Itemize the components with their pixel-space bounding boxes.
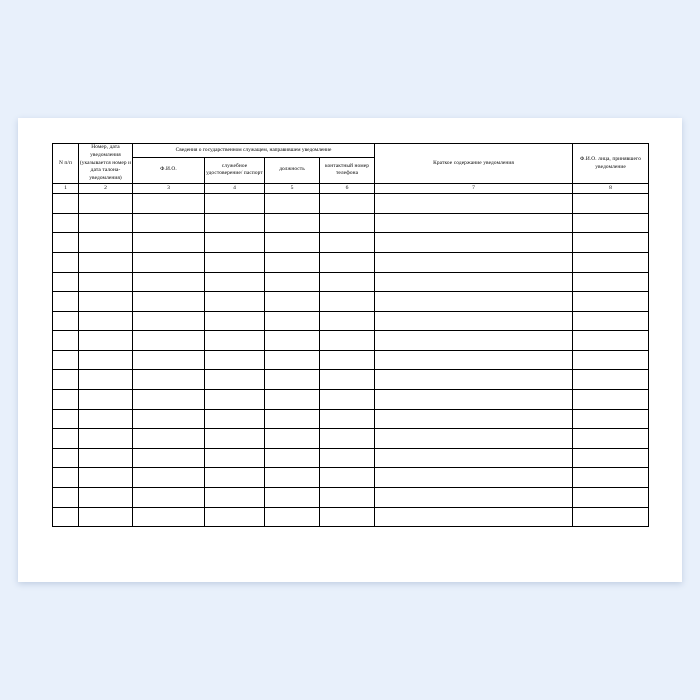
table-cell <box>573 507 649 527</box>
table-cell <box>53 468 79 488</box>
table-cell <box>573 213 649 233</box>
table-cell <box>265 429 320 449</box>
table-cell <box>133 370 205 390</box>
table-cell <box>265 233 320 253</box>
table-cell <box>375 488 573 508</box>
table-cell <box>79 331 133 351</box>
table-cell <box>79 213 133 233</box>
header-cell-id-document: служебное удостоверение/ паспорт <box>205 157 265 184</box>
table-row <box>53 507 649 527</box>
table-cell <box>133 409 205 429</box>
table-cell <box>133 213 205 233</box>
table-cell <box>320 233 375 253</box>
column-number-3: 3 <box>133 184 205 194</box>
table-header-row-1 <box>53 144 649 158</box>
table-cell <box>573 292 649 312</box>
table-cell <box>205 507 265 527</box>
table-row <box>53 331 649 351</box>
table-cell <box>79 370 133 390</box>
table-cell <box>79 194 133 214</box>
table-row <box>53 194 649 214</box>
table-row <box>53 272 649 292</box>
table-cell <box>79 409 133 429</box>
table-row <box>53 468 649 488</box>
table-cell <box>573 272 649 292</box>
table-cell <box>133 507 205 527</box>
table-cell <box>320 292 375 312</box>
table-cell <box>573 429 649 449</box>
table-cell <box>133 292 205 312</box>
table-cell <box>79 507 133 527</box>
table-row <box>53 350 649 370</box>
table-cell <box>79 448 133 468</box>
table-cell <box>320 350 375 370</box>
table-cell <box>79 468 133 488</box>
table-cell <box>53 331 79 351</box>
table-cell <box>265 507 320 527</box>
table-cell <box>133 194 205 214</box>
table-cell <box>205 292 265 312</box>
table-cell <box>265 390 320 410</box>
table-cell <box>573 331 649 351</box>
table-cell <box>320 213 375 233</box>
table-cell <box>573 233 649 253</box>
table-cell <box>133 233 205 253</box>
table-cell <box>133 311 205 331</box>
table-cell <box>320 488 375 508</box>
table-cell <box>79 350 133 370</box>
table-cell <box>205 448 265 468</box>
table-cell <box>79 488 133 508</box>
table-cell <box>79 233 133 253</box>
table-cell <box>205 252 265 272</box>
header-cell-phone: контактный номер телефона <box>320 157 375 184</box>
table-cell <box>265 252 320 272</box>
table-cell <box>205 468 265 488</box>
table-cell <box>375 292 573 312</box>
column-number-5: 5 <box>265 184 320 194</box>
table-cell <box>375 311 573 331</box>
table-cell <box>573 448 649 468</box>
table-cell <box>375 233 573 253</box>
table-cell <box>79 272 133 292</box>
table-cell <box>573 488 649 508</box>
table-cell <box>79 292 133 312</box>
column-number-4: 4 <box>205 184 265 194</box>
table-row <box>53 292 649 312</box>
table-cell <box>205 213 265 233</box>
table-cell <box>375 507 573 527</box>
column-number-7: 7 <box>375 184 573 194</box>
table-cell <box>320 468 375 488</box>
table-cell <box>79 252 133 272</box>
table-cell <box>205 429 265 449</box>
table-cell <box>375 331 573 351</box>
table-cell <box>53 194 79 214</box>
table-cell <box>265 213 320 233</box>
table-cell <box>133 429 205 449</box>
header-cell-fio: Ф.И.О. <box>133 157 205 184</box>
table-cell <box>53 409 79 429</box>
table-cell <box>205 233 265 253</box>
table-cell <box>205 331 265 351</box>
table-cell <box>133 331 205 351</box>
table-cell <box>573 370 649 390</box>
table-cell <box>53 429 79 449</box>
table-cell <box>573 409 649 429</box>
table-cell <box>573 311 649 331</box>
table-cell <box>375 272 573 292</box>
column-number-row <box>53 184 649 194</box>
table-cell <box>375 252 573 272</box>
table-row <box>53 448 649 468</box>
notification-register-table <box>52 143 649 527</box>
table-row <box>53 311 649 331</box>
table-cell <box>375 370 573 390</box>
table-cell <box>133 448 205 468</box>
column-number-1: 1 <box>53 184 79 194</box>
table-cell <box>53 292 79 312</box>
table-cell <box>205 370 265 390</box>
table-row <box>53 233 649 253</box>
table-cell <box>265 311 320 331</box>
table-cell <box>133 272 205 292</box>
header-cell-receiver-name: Ф.И.О. лица, принявшего уведомление <box>573 144 649 184</box>
table-cell <box>205 409 265 429</box>
table-row <box>53 213 649 233</box>
table-cell <box>205 350 265 370</box>
table-cell <box>320 194 375 214</box>
table-cell <box>320 429 375 449</box>
table-cell <box>375 390 573 410</box>
table-cell <box>53 390 79 410</box>
table-cell <box>53 233 79 253</box>
table-row <box>53 370 649 390</box>
table-cell <box>375 350 573 370</box>
table-body <box>53 194 649 527</box>
table-cell <box>265 350 320 370</box>
table-cell <box>320 507 375 527</box>
table-cell <box>375 194 573 214</box>
table-cell <box>320 409 375 429</box>
table-cell <box>205 311 265 331</box>
table-cell <box>265 370 320 390</box>
column-number-2: 2 <box>79 184 133 194</box>
table-cell <box>53 448 79 468</box>
table-cell <box>320 252 375 272</box>
table-cell <box>573 350 649 370</box>
header-group-servant-info: Сведения о государственном служащем, направившем уведомление <box>133 144 375 158</box>
table-cell <box>205 194 265 214</box>
table-row <box>53 409 649 429</box>
table-cell <box>320 272 375 292</box>
table-cell <box>320 331 375 351</box>
table-cell <box>205 272 265 292</box>
table-row <box>53 488 649 508</box>
table-cell <box>320 370 375 390</box>
table-cell <box>53 488 79 508</box>
table-cell <box>79 390 133 410</box>
table-cell <box>265 194 320 214</box>
table-cell <box>133 468 205 488</box>
table-cell <box>375 429 573 449</box>
table-cell <box>205 390 265 410</box>
column-number-6: 6 <box>320 184 375 194</box>
table-cell <box>265 292 320 312</box>
table-cell <box>573 194 649 214</box>
table-row <box>53 390 649 410</box>
table-cell <box>133 350 205 370</box>
table-cell <box>53 350 79 370</box>
table-cell <box>79 311 133 331</box>
table-cell <box>53 370 79 390</box>
table-cell <box>133 390 205 410</box>
table-row <box>53 252 649 272</box>
table-cell <box>375 213 573 233</box>
header-cell-position: должность <box>265 157 320 184</box>
table-cell <box>320 390 375 410</box>
table-cell <box>53 272 79 292</box>
table-cell <box>53 213 79 233</box>
table-cell <box>375 448 573 468</box>
table-cell <box>265 409 320 429</box>
header-cell-notification-number-date: Номер, дата уведомления (указывается номер и дата талона-уведомления) <box>79 144 133 184</box>
header-cell-index: N п/п <box>53 144 79 184</box>
table-cell <box>265 331 320 351</box>
table-cell <box>265 468 320 488</box>
table-cell <box>79 429 133 449</box>
table-cell <box>133 252 205 272</box>
table-cell <box>265 272 320 292</box>
table-cell <box>265 488 320 508</box>
table-cell <box>53 252 79 272</box>
table-row <box>53 429 649 449</box>
table-cell <box>265 448 320 468</box>
table-cell <box>320 311 375 331</box>
header-cell-summary: Краткое содержание уведомления <box>375 144 573 184</box>
table-cell <box>573 468 649 488</box>
table-cell <box>375 468 573 488</box>
table-cell <box>133 488 205 508</box>
table-cell <box>320 448 375 468</box>
table-cell <box>205 488 265 508</box>
table-cell <box>375 409 573 429</box>
table-cell <box>573 252 649 272</box>
table-cell <box>573 390 649 410</box>
table-cell <box>53 507 79 527</box>
table-cell <box>53 311 79 331</box>
column-number-8: 8 <box>573 184 649 194</box>
